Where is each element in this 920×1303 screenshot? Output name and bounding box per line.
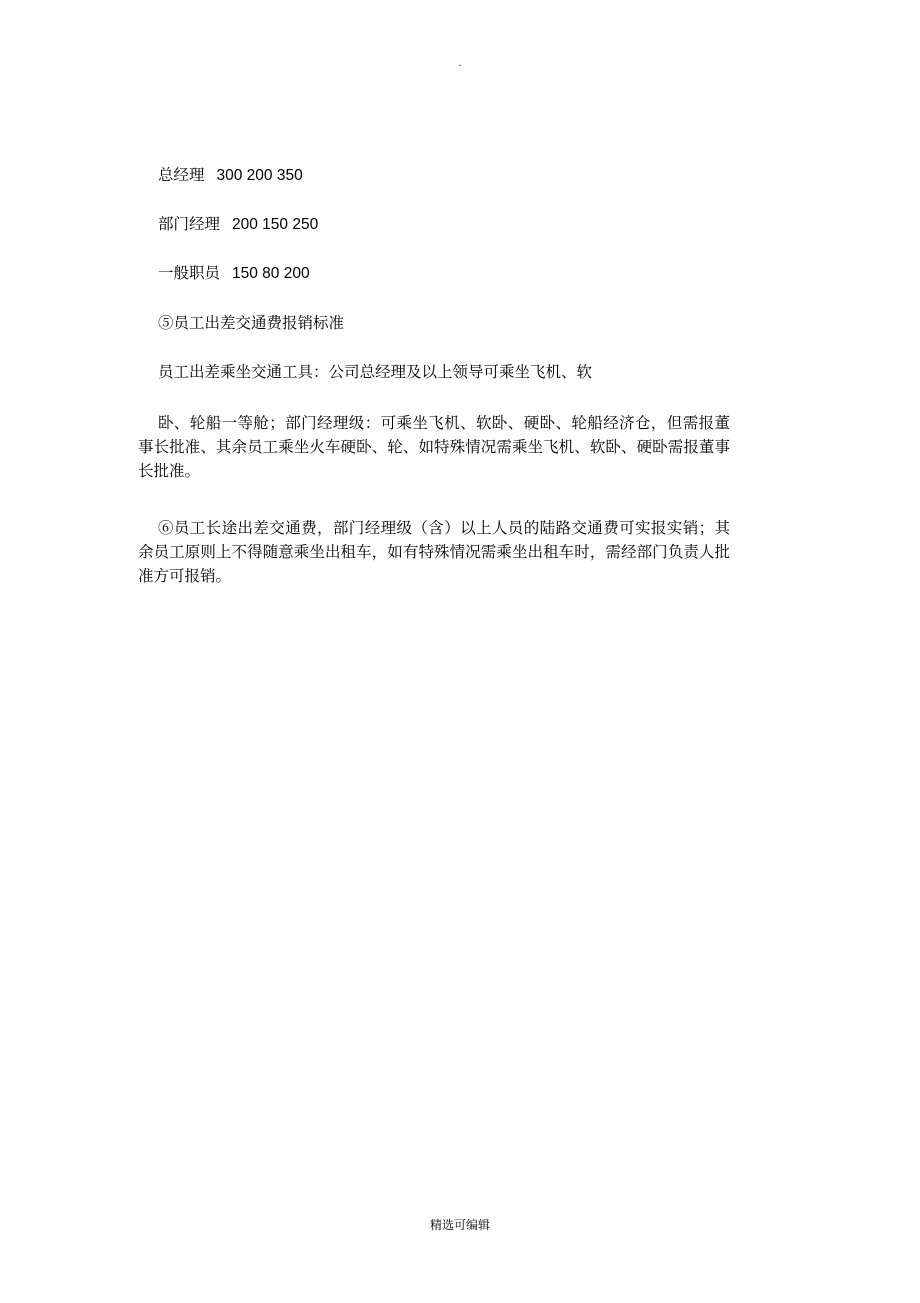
allowance-row-department-manager xyxy=(158,214,318,235)
section5-heading: ⑤员工出差交通费报销标准 xyxy=(158,314,345,332)
section6-paragraph: ⑥员工长途出差交通费，部门经理级（含）以上人员的陆路交通费可实报实销；其余员工原则上不得随意乘坐出租车，如有特殊情况需乘坐出租车时，需经部门负责人批准方可报销。 xyxy=(138,519,730,585)
row-values: 150 80 200 xyxy=(232,265,310,282)
footer-text: 精选可编辑 xyxy=(429,1218,490,1232)
row-label: 部门经理 xyxy=(158,215,221,233)
row-values: 200 150 250 xyxy=(232,216,319,233)
section5-intro-line: 员工出差乘坐交通工具：公司总经理及以上领导可乘坐飞机、软 xyxy=(158,363,593,381)
row-label: 一般职员 xyxy=(158,264,221,282)
allowance-row-general-manager xyxy=(158,165,303,186)
row-values: 300 200 350 xyxy=(216,167,303,184)
row-label: 总经理 xyxy=(158,166,205,184)
header-mark: . xyxy=(458,58,462,69)
allowance-row-general-staff xyxy=(158,263,310,284)
section5-paragraph: 卧、轮船一等舱；部门经理级：可乘坐飞机、软卧、硬卧、轮船经济仓，但需报董事长批准、其余员工乘坐火车硬卧、轮、如特殊情况需乘坐飞机、软卧、硬卧需报董事长批准。 xyxy=(138,414,730,480)
